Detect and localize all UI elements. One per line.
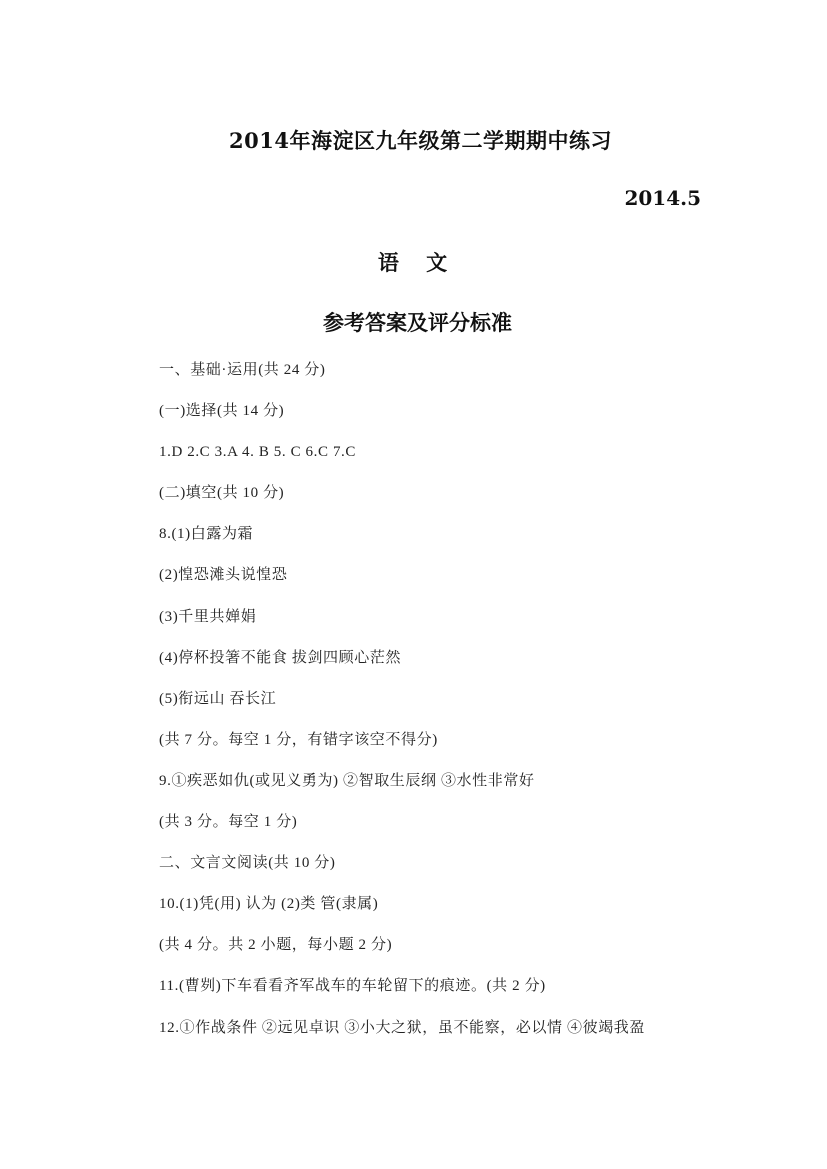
- scoring-note-9: (共 3 分。每空 1 分): [159, 814, 298, 831]
- answer-list: [159, 360, 719, 1059]
- answer-line-8-4: (4)停杯投箸不能食 拔剑四顾心茫然: [159, 649, 402, 666]
- answer-line-10: 10.(1)凭(用) 认为 (2)类 管(隶属): [159, 896, 379, 913]
- answer-line-11: 11.(曹刿)下车看看齐军战车的车轮留下的痕迹。(共 2 分): [159, 978, 546, 995]
- answer-line-8-3: (3)千里共婵娟: [159, 608, 257, 625]
- document-title: 2014年海淀区九年级第二学期期中练习: [229, 128, 612, 153]
- answer-key-heading: 参考答案及评分标准: [323, 310, 512, 335]
- scoring-note-8: (共 7 分。每空 1 分，有错字该空不得分): [159, 731, 438, 748]
- section-heading-basics: 一、基础·运用(共 24 分): [159, 362, 326, 378]
- subject-heading: 语 文: [377, 250, 458, 275]
- answer-line-choices: 1.D 2.C 3.A 4. B 5. C 6.C 7.C: [159, 444, 357, 461]
- section-heading-classical: 二、文言文阅读(共 10 分): [159, 855, 336, 872]
- answer-line-8-1: 8.(1)白露为霜: [159, 526, 254, 543]
- answer-line-9: 9.①疾恶如仇(或见义勇为) ②智取生辰纲 ③水性非常好: [159, 772, 535, 789]
- subsection-heading-fill: (二)填空(共 10 分): [159, 485, 285, 502]
- answer-line-12: 12.①作战条件 ②远见卓识 ③小大之狱，虽不能察，必以情 ④彼竭我盈: [159, 1019, 646, 1036]
- answer-line-8-5: (5)衔远山 吞长江: [159, 690, 277, 707]
- answer-line-8-2: (2)惶恐滩头说惶恐: [159, 567, 288, 584]
- scoring-note-10: (共 4 分。共 2 小题，每小题 2 分): [159, 937, 393, 954]
- subsection-heading-choice: (一)选择(共 14 分): [159, 403, 285, 420]
- document-date: 2014.5: [624, 186, 701, 210]
